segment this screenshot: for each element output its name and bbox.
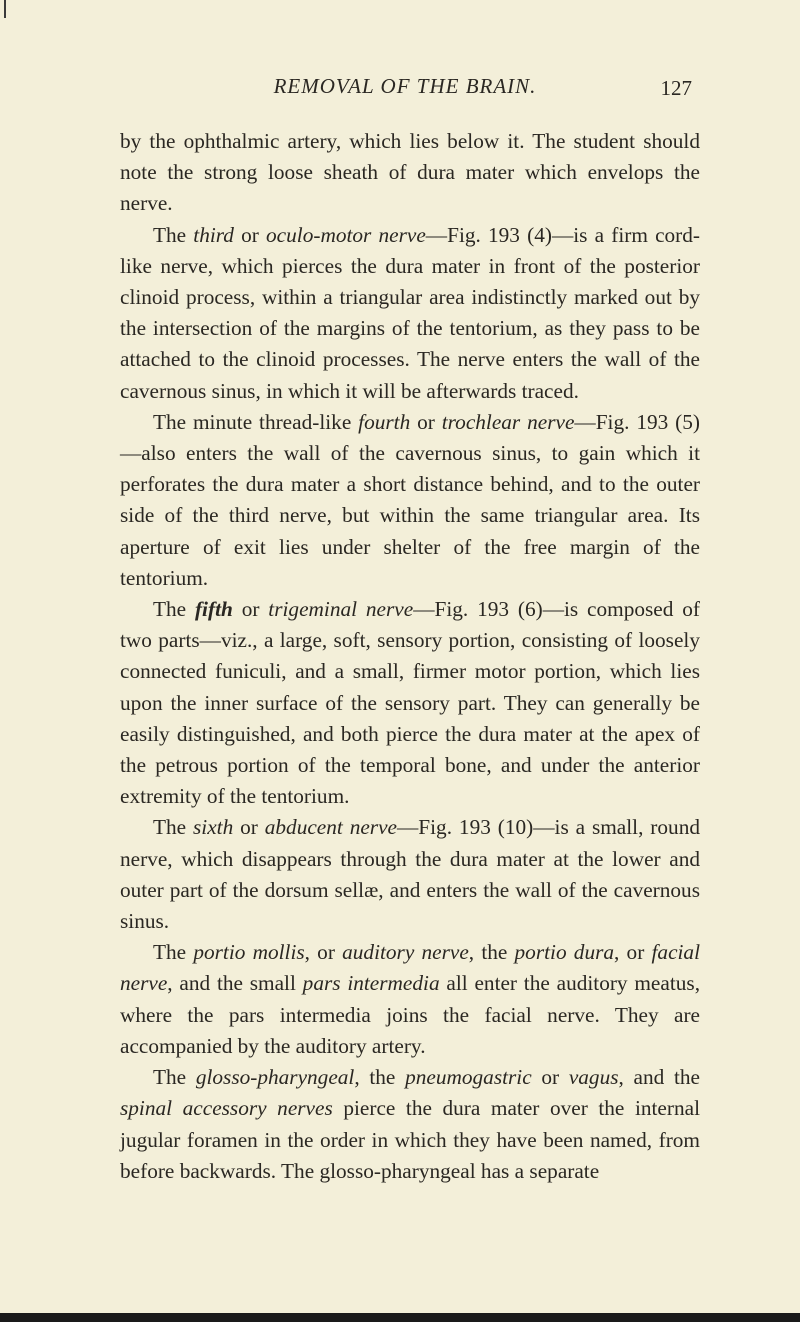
paragraph-glosso-pharyngeal [120, 1062, 700, 1187]
bottom-border [0, 1313, 800, 1322]
paragraph-abducent [120, 812, 700, 937]
text-run: , and the [618, 1065, 701, 1090]
text-run: The [153, 597, 195, 622]
italic-term: auditory nerve [342, 940, 469, 965]
italic-term: pneumogastric [405, 1065, 532, 1090]
body-text [120, 126, 700, 1187]
paragraph-1 [120, 126, 700, 220]
text-run: The [153, 940, 194, 965]
page-header [120, 74, 700, 114]
text-run: , or [614, 940, 652, 965]
italic-term: vagus [568, 1065, 619, 1090]
text-run: , the [354, 1065, 406, 1090]
italic-term: fourth [358, 409, 411, 434]
text-run: —Fig. 193 (5)—also enters the wall of the cavernous sinus, to gain which it perforates the dura mater a short distance behind, and to the outer side of the third nerve, but within the same triangular area. Its aperture of exit lies under shelter of the free margin of the tentorium. [120, 409, 700, 590]
text-run: —Fig. 193 (10)—is a small, round nerve, which disappears through the dura mater at the lower and outer part of the dorsum sellæ, and enters the wall of the cavernous sinus. [120, 815, 700, 934]
text-run: all enter the auditory meatus, where the pars intermedia joins the facial nerve. They are accompanied by the auditory artery. [120, 971, 701, 1058]
text-run: , or [304, 940, 343, 965]
text-run: The [153, 222, 194, 247]
page-number: 127 [660, 76, 692, 100]
paragraph-auditory-facial [120, 937, 700, 1062]
paragraph-trigeminal [120, 594, 700, 812]
text-run: —Fig. 193 (4)—is a firm cord-like nerve, which pierces the dura mater in front of the posterior clinoid process, within a triangular area indistinctly marked out by the intersection of the margins of the tentorium, as they pass to be attached to the clinoid processes. The nerve enters the wall of the cavernous sinus, in which it will be afterwards traced. [120, 222, 701, 403]
italic-term: trigeminal nerve [268, 597, 414, 622]
text-run: pierce the dura mater over the internal jugular foramen in the order in which they have been named, from before backwards. The glosso-pharyngeal has a separate [120, 1096, 700, 1183]
italic-term: facial nerve [120, 940, 701, 996]
italic-term: pars intermedia [302, 971, 440, 996]
italic-term: fifth [194, 597, 233, 622]
italic-term: sixth [193, 815, 234, 840]
italic-term: portio dura [514, 940, 615, 965]
italic-term: trochlear nerve [441, 409, 575, 434]
italic-term: abducent nerve [264, 815, 397, 840]
text-run: by the ophthalmic artery, which lies below it. The student should note the strong loose sheath of dura mater which envelops the nerve. [120, 129, 700, 216]
paragraph-trochlear [120, 407, 700, 594]
text-run: —Fig. 193 (6)—is composed of two parts—viz., a large, soft, sensory portion, consisting of loosely connected funiculi, and a small, firmer motor portion, which lies upon the inner surface of the sensory part. They can generally be easily distinguished, and both pierce the dura mater at the apex of the petrous portion of the temporal bone, and under the anterior extremity of the tentorium. [120, 597, 701, 809]
page-edge-mark [4, 0, 6, 18]
italic-term: glosso-pharyngeal [195, 1065, 355, 1090]
text-run: The [153, 815, 193, 840]
text-run: The [153, 1065, 196, 1090]
text-run: The minute thread-like [153, 409, 359, 434]
text-run: or [410, 409, 442, 434]
text-run: , the [468, 940, 515, 965]
paragraph-oculo-motor [120, 220, 700, 407]
italic-term: spinal accessory nerves [120, 1096, 333, 1121]
italic-term: oculo-motor nerve [266, 222, 426, 247]
text-run: or [233, 815, 265, 840]
text-run: or [232, 597, 269, 622]
text-run: or [233, 222, 267, 247]
text-run: , and the small [167, 971, 303, 996]
running-title: REMOVAL OF THE BRAIN. [273, 74, 537, 98]
italic-term: portio mollis [193, 940, 305, 965]
italic-term: third [193, 222, 234, 247]
text-run: or [531, 1065, 569, 1090]
